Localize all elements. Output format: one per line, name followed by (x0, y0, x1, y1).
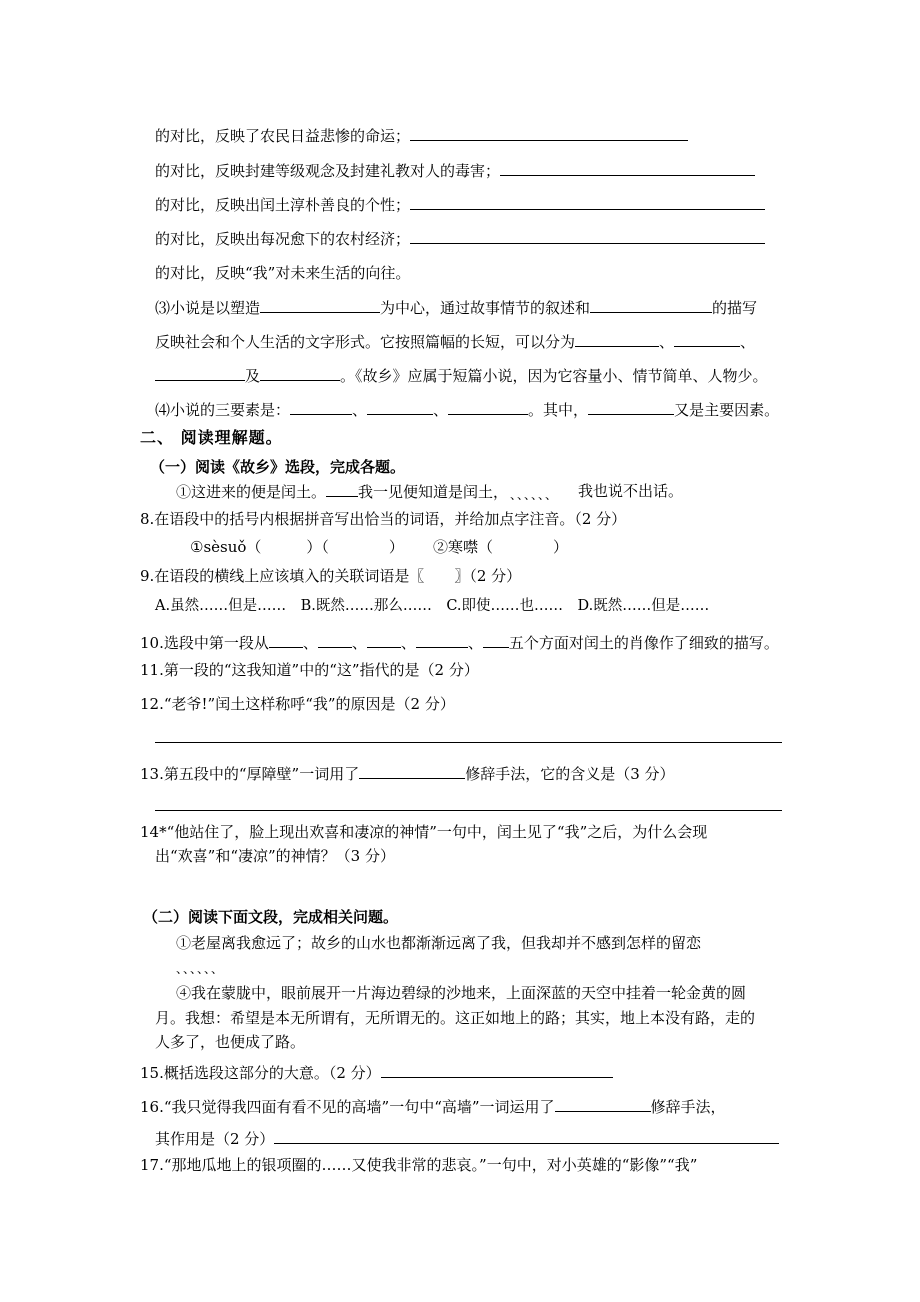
passage-1: ①这进来的便是闰土。 我一见便知道是闰土， (176, 483, 509, 501)
answer-blank[interactable] (590, 297, 712, 313)
answer-blank[interactable] (290, 399, 352, 415)
question-3-line-2: 反映社会和个人生活的文字形式。它按照篇幅的长短，可以分为 、 、 (155, 333, 756, 351)
question-17: 17.“那地瓜地上的银项圈的……又使我非常的悲哀。”一句中，对小英雄的“影像”“我” (140, 1156, 698, 1174)
answer-blank[interactable] (367, 399, 433, 415)
question-8-item-2: ②寒噤（ ） (433, 538, 569, 556)
answer-line[interactable] (155, 810, 782, 811)
question-16-line-2: 其作用是（2 分） (155, 1128, 779, 1149)
answer-blank[interactable] (410, 194, 765, 210)
question-15: 15.概括选段这部分的大意。（2 分） (140, 1062, 613, 1083)
contrast-line-4: 的对比，反映出每况愈下的农村经济； (155, 228, 765, 249)
question-10: 10.选段中第一段从 、 、 、 、 五个方面对闰土的肖像作了细致的描写。 (140, 634, 779, 652)
question-12: 12.“老爷!”闰土这样称呼“我”的原因是（2 分） (140, 695, 455, 713)
answer-blank[interactable] (500, 160, 755, 176)
answer-blank[interactable] (555, 1096, 651, 1112)
answer-blank[interactable] (410, 228, 765, 244)
question-9: 9.在语段的横线上应该填入的关联词语是〖 〗（2 分） (140, 567, 522, 585)
passage-2-para-4-line-3: 人多了，也便成了路。 (155, 1033, 306, 1051)
part-2-title: （二）阅读下面文段，完成相关问题。 (143, 908, 399, 926)
answer-blank[interactable] (448, 399, 528, 415)
question-8-item-1: ①sèsuǒ（ ）（ ） (190, 538, 404, 556)
answer-blank[interactable] (318, 632, 352, 648)
contrast-line-1: 的对比，反映了农民日益悲惨的命运； (155, 125, 688, 146)
question-14-line-2: 出“欢喜”和“凄凉”的神情？（3 分） (155, 847, 395, 865)
question-14-line-1: 14*“他站住了，脸上现出欢喜和凄凉的神情”一句中，闰土见了“我”之后，为什么会现 (140, 823, 708, 841)
passage-1-end: 我也说不出话。 (578, 482, 684, 500)
passage-2-para-4-line-1: ④我在蒙胧中，眼前展开一片海边碧绿的沙地来，上面深蓝的天空中挂着一轮金黄的圆 (176, 984, 747, 1002)
answer-blank[interactable] (359, 763, 465, 779)
question-13: 13.第五段中的“厚障壁”一词用了 修辞手法，它的含义是（3 分） (140, 765, 675, 783)
contrast-line-2: 的对比，反映封建等级观念及封建礼教对人的毒害； (155, 160, 755, 181)
answer-blank[interactable] (381, 1062, 613, 1078)
answer-line[interactable] (155, 742, 782, 743)
answer-blank[interactable] (155, 365, 245, 381)
answer-blank[interactable] (367, 632, 401, 648)
answer-blank[interactable] (575, 331, 659, 347)
question-3-line-1: ⑶小说是以塑造 为中心，通过故事情节的叙述和 的描写 (155, 299, 758, 317)
question-3-line-3: 及 。《故乡》应属于短篇小说，因为它容量小、情节简单、人物少。 (155, 365, 768, 386)
answer-blank[interactable] (588, 399, 674, 415)
answer-blank[interactable] (274, 1128, 779, 1144)
question-11: 11.第一段的“这我知道”中的“这”指代的是（2 分） (140, 661, 479, 679)
question-9-options: A.虽然……但是…… B.既然……那么…… C.即使……也…… D.既然……但是…… (155, 598, 710, 614)
section-2-title: 二、 阅读理解题。 (140, 428, 283, 447)
question-4: ⑷小说的三要素是： 、 、 。其中， 又是主要因素。 (155, 401, 780, 419)
contrast-line-3: 的对比，反映出闰土淳朴善良的个性； (155, 194, 765, 215)
answer-blank[interactable] (260, 365, 340, 381)
answer-blank[interactable] (674, 331, 740, 347)
passage-2-para-4-line-2: 月。我想：希望是本无所谓有，无所谓无的。这正如地上的路；其实，地上本没有路，走的 (155, 1009, 756, 1027)
answer-blank[interactable] (326, 481, 358, 497)
question-8: 8.在语段中的括号内根据拼音写出恰当的词语，并给加点字注音。（2 分） (140, 510, 627, 528)
contrast-line-5: 的对比，反映“我”对未来生活的向往。 (155, 264, 411, 282)
passage-2-para-1: ①老屋离我愈远了；故乡的山水也都渐渐远离了我，但我却并不感到怎样的留恋 (176, 934, 702, 952)
answer-blank[interactable] (260, 297, 380, 313)
answer-blank[interactable] (269, 632, 303, 648)
answer-blank[interactable] (416, 632, 468, 648)
answer-blank[interactable] (410, 125, 688, 141)
emphasis-marks: 、、、、、、 (510, 488, 559, 502)
answer-blank[interactable] (483, 632, 509, 648)
emphasis-marks: 、、、、、、 (176, 962, 225, 976)
part-1-title: （一）阅读《故乡》选段，完成各题。 (150, 458, 406, 476)
question-16-line-1: 16.“我只觉得我四面有看不见的高墙”一句中“高墙”一词运用了 修辞手法， (140, 1098, 726, 1116)
